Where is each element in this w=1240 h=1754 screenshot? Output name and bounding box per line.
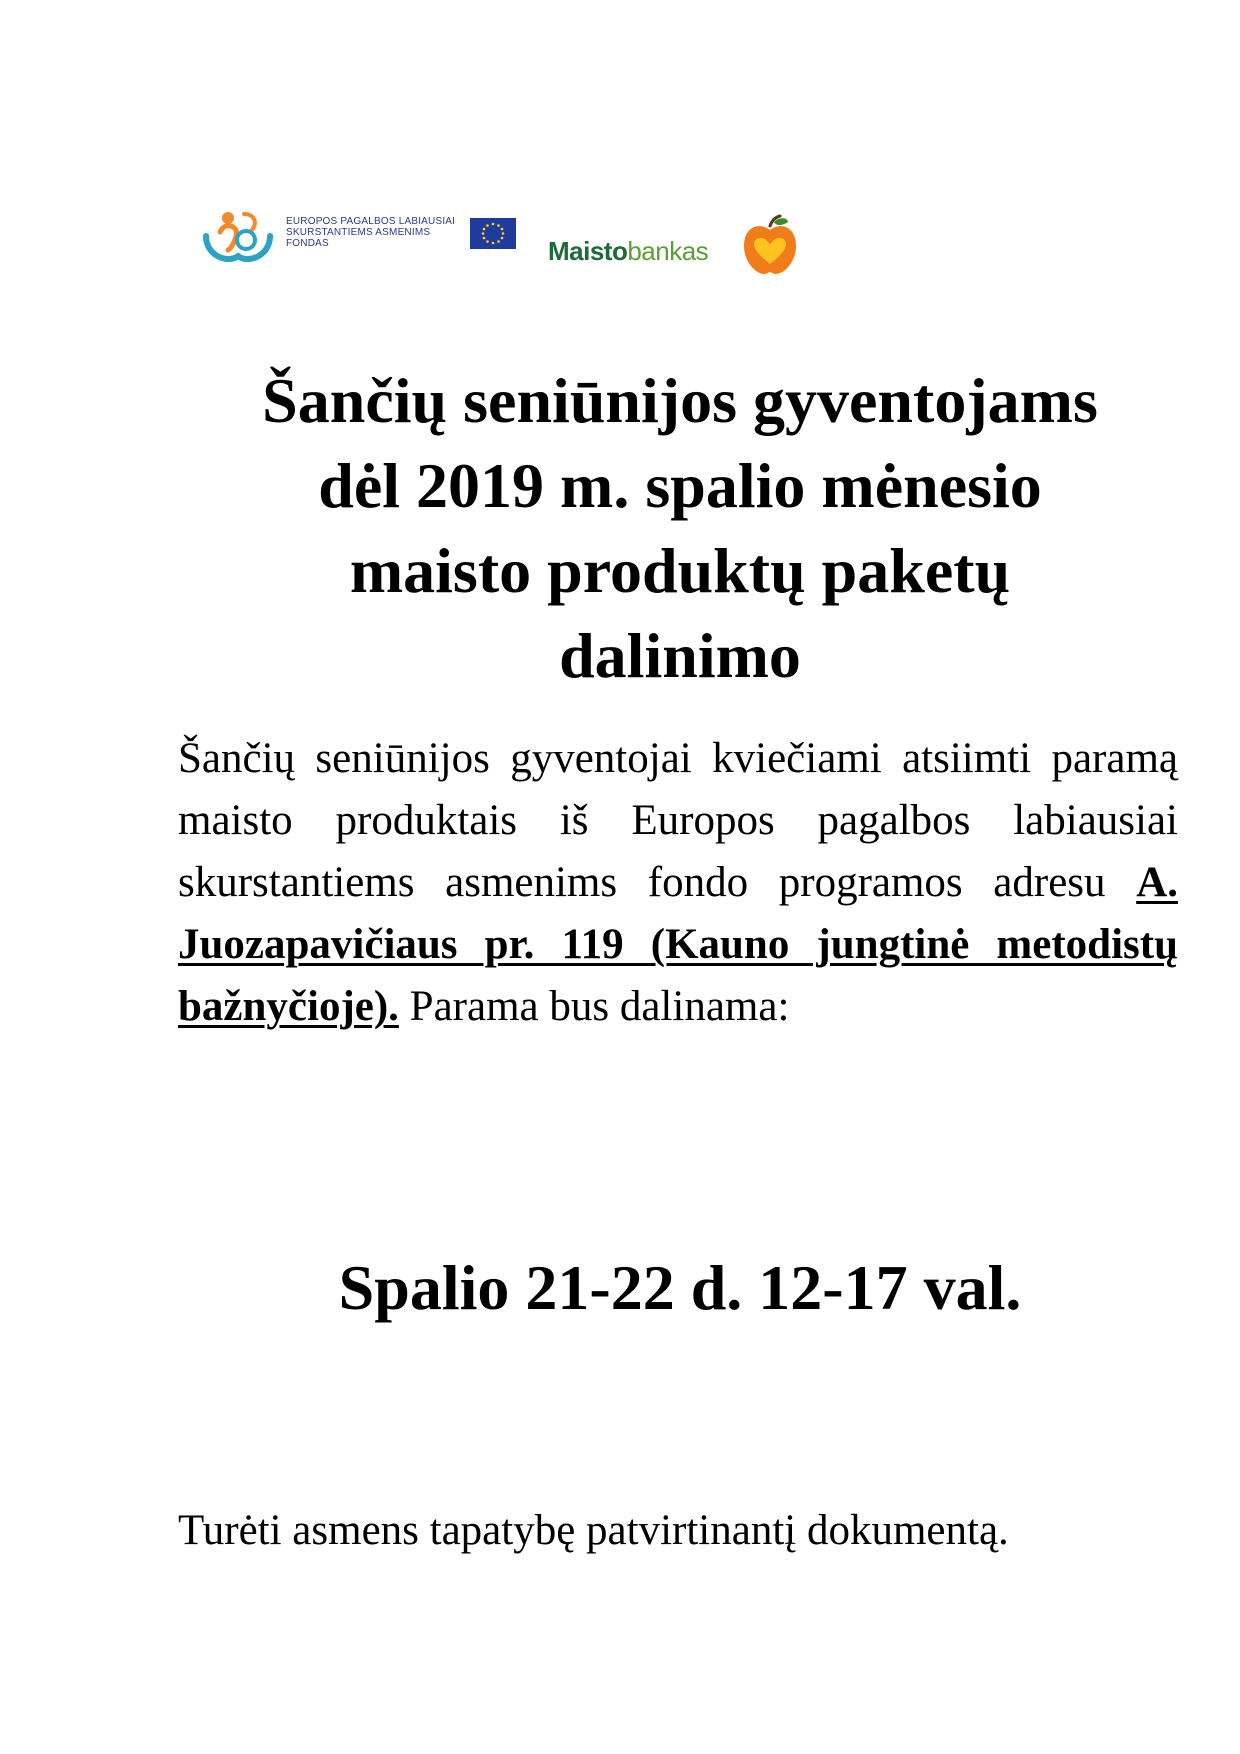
- logo-strip: [180, 192, 800, 292]
- fund-logo-icon: [198, 206, 278, 266]
- distribution-schedule: Spalio 21-22 d. 12-17 val.: [338, 1252, 1022, 1323]
- fund-name-line: FONDAS: [286, 238, 329, 249]
- id-document-note: Turėti asmens tapatybę patvirtinantį dokumentą.: [178, 1507, 1009, 1554]
- fund-name-line: SKURSTANTIEMS ASMENIMS: [286, 227, 431, 238]
- foodbank-name-part1: Maisto: [548, 236, 628, 266]
- apple-heart-icon: [742, 214, 798, 276]
- fund-name-line: EUROPOS PAGALBOS LABIAUSIAI: [286, 216, 456, 227]
- announcement-title: [160, 358, 1200, 698]
- eu-flag-icon: [470, 218, 516, 249]
- title-line: dėl 2019 m. spalio mėnesio: [318, 450, 1042, 521]
- title-line: maisto produktų paketų: [349, 535, 1011, 606]
- title-line: Šančių seniūnijos gyventojams: [262, 365, 1098, 436]
- distribution-address: A. Juozapavičiaus pr. 119 (Kauno jungtinė metodistų bažnyčioje).: [178, 859, 1178, 1030]
- body-closing: Parama bus dalinama:: [398, 983, 790, 1030]
- foodbank-logo-text: [548, 236, 708, 267]
- title-line: dalinimo: [559, 620, 801, 691]
- body-intro: Šančių seniūnijos gyventojai kviečiami atsiimti paramą maisto produktais iš Europos pagalbos labiausiai skurstantiems asmenims fondo programos adresu: [178, 735, 1178, 906]
- announcement-body: [178, 728, 1178, 1038]
- fund-name-text: [286, 216, 455, 249]
- foodbank-name-part2: bankas: [627, 236, 709, 266]
